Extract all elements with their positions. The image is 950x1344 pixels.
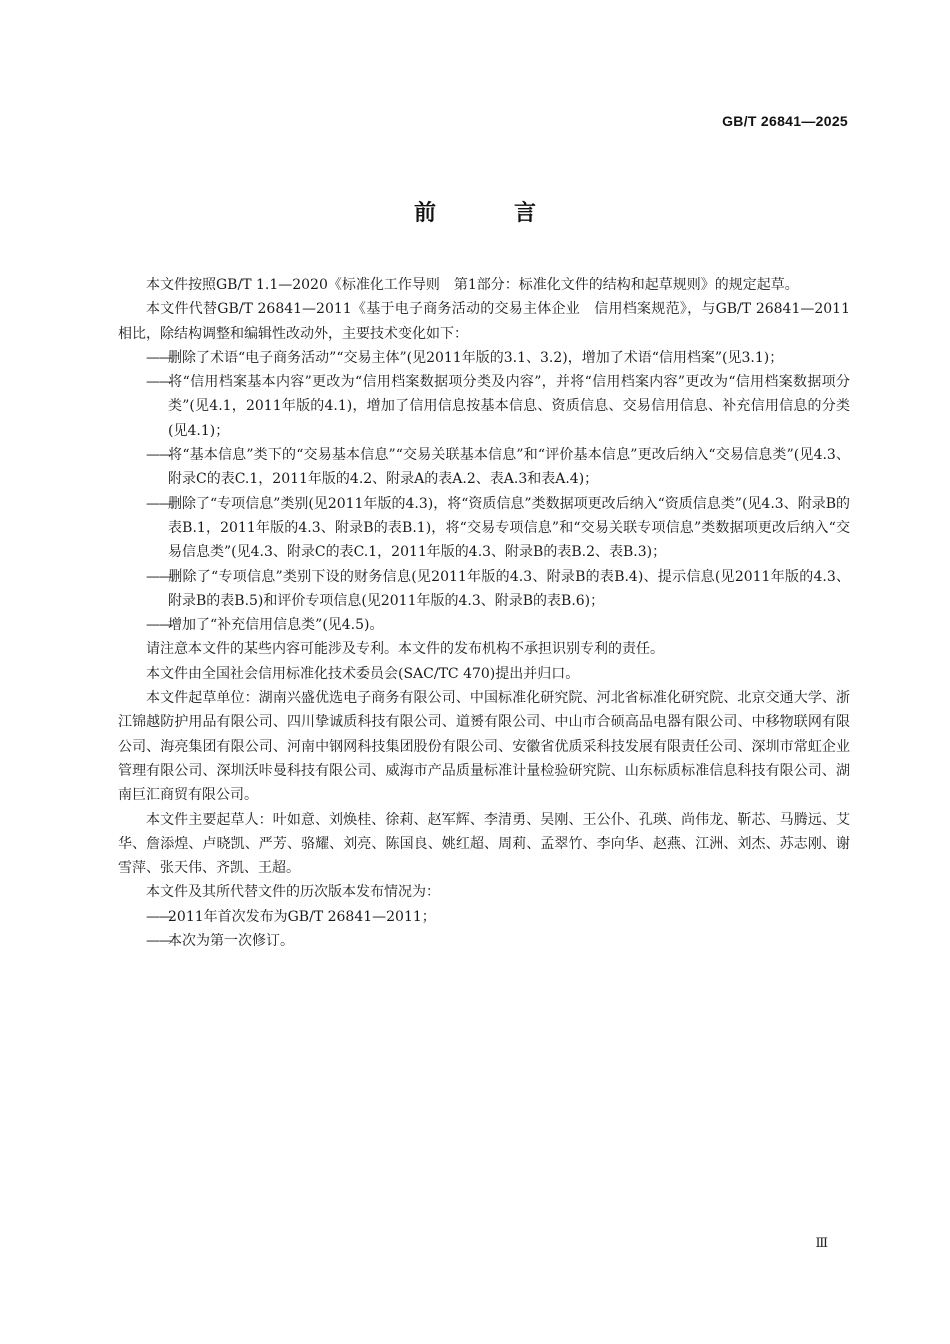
paragraph-drafting-units: 本文件起草单位：湖南兴盛优选电子商务有限公司、中国标准化研究院、河北省标准化研究院、北京交通大学、浙江锦越防护用品有限公司、四川挚诚质科技有限公司、道赟有限公司、中山市合硕高品电器有限公司、中移物联网有限公司、海亮集团有限公司、河南中钢网科技集团股份有限公司、安徽省优质采科技发展有限责任公司、深圳市常虹企业管理有限公司、深圳沃咔曼科技有限公司、威海市产品质量标准计量检验研究院、山东标质标准信息科技有限公司、湖南巨汇商贸有限公司。 [118, 690, 850, 804]
dash-mark: —— [146, 933, 172, 950]
dash-mark: —— [146, 495, 172, 512]
dash-mark: —— [146, 568, 172, 585]
dash-mark: —— [146, 374, 172, 391]
paragraph-patent-notice: 请注意本文件的某些内容可能涉及专利。本文件的发布机构不承担识别专利的责任。 [146, 641, 664, 658]
change-item [118, 492, 850, 565]
page-number: Ⅲ [815, 1236, 828, 1251]
change-item [118, 565, 850, 614]
change-item-text: 删除了“专项信息”类别(见2011年版的4.3)，将“资质信息”类数据项更改后纳入“资质信息类”(见4.3、附录B的表B.1，2011年版的4.3、附录B的表B.1)，将“交易专项信息”和“交易关联专项信息”类数据项更改后纳入“交易信息类”(见4.3、附录C的表C.1，2011年版的4.3、附录B的表B.2、表B.3)； [168, 495, 850, 561]
paragraph-history-intro: 本文件及其所代替文件的历次版本发布情况为： [146, 884, 440, 901]
change-item-text: 删除了“专项信息”类别下设的财务信息(见2011年版的4.3、附录B的表B.4)、提示信息(见2011年版的4.3、附录B的表B.5)和评价专项信息(见2011年版的4.3、附录B的表B.6)； [168, 568, 850, 609]
dash-mark: —— [146, 908, 172, 925]
paragraph-replacement: 本文件代替GB/T 26841—2011《基于电子商务活动的交易主体企业 信用档案规范》，与GB/T 26841—2011相比，除结构调整和编辑性改动外，主要技术变化如下： [118, 301, 850, 342]
standard-code: GB/T 26841—2025 [722, 113, 848, 129]
change-item [118, 346, 850, 370]
history-item [118, 929, 850, 953]
paragraph-drafting-rules: 本文件按照GB/T 1.1—2020《标准化工作导则 第1部分：标准化文件的结构和起草规则》的规定起草。 [146, 277, 799, 293]
change-item [118, 443, 850, 492]
dash-mark: —— [146, 349, 172, 366]
change-item [118, 370, 850, 443]
history-item-text: 本次为第一次修订。 [168, 933, 294, 950]
paragraph-proposer: 本文件由全国社会信用标准化技术委员会(SAC/TC 470)提出并归口。 [146, 665, 580, 682]
history-item-text: 2011年首次发布为GB/T 26841—2011； [168, 908, 436, 925]
dash-mark: —— [146, 447, 172, 464]
change-item [118, 613, 850, 637]
change-item-text: 将“信用档案基本内容”更改为“信用档案数据项分类及内容”，并将“信用档案内容”更改为“信用档案数据项分类”(见4.1，2011年版的4.1)，增加了信用信息按基本信息、资质信息、交易信用信息、补充信用信息的分类(见4.1)； [168, 374, 850, 439]
foreword-body [118, 273, 850, 953]
change-item-text: 删除了术语“电子商务活动”“交易主体”(见2011年版的3.1、3.2)，增加了术语“信用档案”(见3.1)； [168, 349, 784, 366]
page-title: 前 言 [413, 201, 564, 226]
change-item-text: 将“基本信息”类下的“交易基本信息”“交易关联基本信息”和“评价基本信息”更改后纳入“交易信息类”(见4.3、附录C的表C.1，2011年版的4.2、附录A的表A.2、表A.3和表A.4)； [168, 447, 850, 488]
change-item-text: 增加了“补充信用信息类”(见4.5)。 [168, 617, 384, 634]
dash-mark: —— [146, 617, 172, 634]
history-item [118, 905, 850, 929]
paragraph-drafters: 本文件主要起草人：叶如意、刘焕桂、徐莉、赵军辉、李清勇、吴刚、王公仆、孔瑛、尚伟龙、靳芯、马腾远、艾华、詹添煌、卢晓凯、严芳、骆耀、刘亮、陈国良、姚红超、周莉、孟翠竹、李向华、赵燕、江洲、刘杰、苏志刚、谢雪萍、张天伟、齐凯、王超。 [118, 811, 850, 877]
